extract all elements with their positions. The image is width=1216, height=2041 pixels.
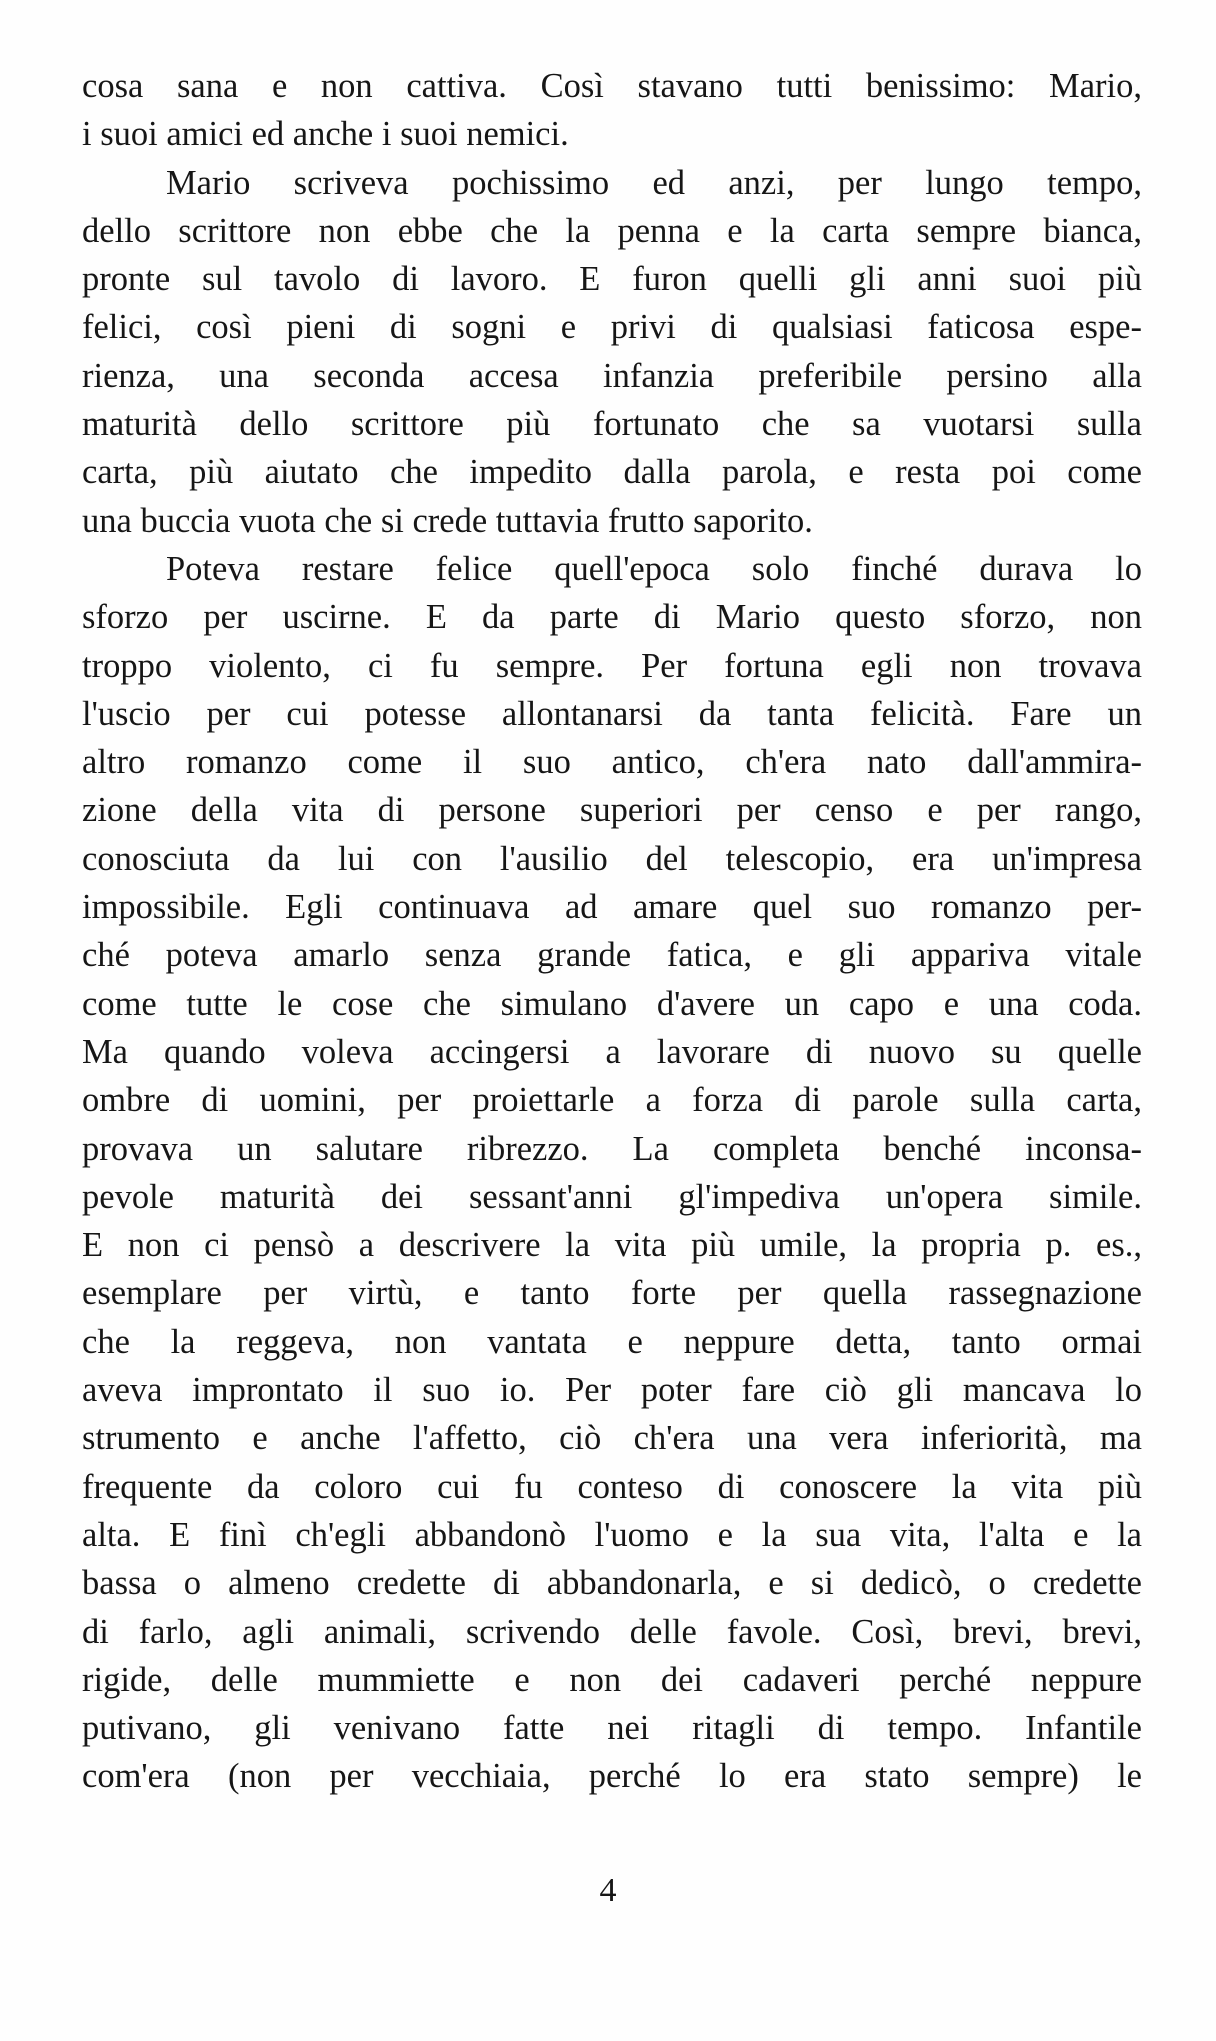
text-line: l'uscio per cui potesse allontanarsi da tanta felicità. Fare un	[82, 694, 1142, 733]
page-number: 4	[599, 1872, 617, 1909]
text-line: ombre di uomini, per proiettarle a forza di parole sulla carta,	[82, 1081, 1142, 1120]
text-line: i suoi amici ed anche i suoi nemici.	[82, 115, 569, 154]
text-line: esemplare per virtù, e tanto forte per quella rassegnazione	[82, 1274, 1142, 1313]
text-line: sforzo per uscirne. E da parte di Mario questo sforzo, non	[82, 598, 1142, 637]
text-line: che la reggeva, non vantata e neppure detta, tanto ormai	[82, 1322, 1142, 1361]
text-line: conosciuta da lui con l'ausilio del telescopio, era un'impresa	[82, 839, 1142, 878]
text-line: Mario scriveva pochissimo ed anzi, per lungo tempo,	[166, 163, 1142, 202]
body-text	[82, 62, 1142, 1801]
text-line: ché poteva amarlo senza grande fatica, e gli appariva vitale	[82, 936, 1142, 975]
text-line: com'era (non per vecchiaia, perché lo era stato sempre) le	[82, 1757, 1142, 1796]
text-line: impossibile. Egli continuava ad amare quel suo romanzo per-	[82, 888, 1142, 927]
text-line: pronte sul tavolo di lavoro. E furon quelli gli anni suoi più	[82, 260, 1142, 299]
text-line: strumento e anche l'affetto, ciò ch'era una vera inferiorità, ma	[82, 1419, 1142, 1458]
text-line: rienza, una seconda accesa infanzia preferibile persino alla	[82, 356, 1142, 395]
text-line: pevole maturità dei sessant'anni gl'impediva un'opera simile.	[82, 1177, 1142, 1216]
text-line: maturità dello scrittore più fortunato che sa vuotarsi sulla	[82, 405, 1142, 444]
text-line: altro romanzo come il suo antico, ch'era nato dall'ammira-	[82, 743, 1142, 782]
text-line: rigide, delle mummiette e non dei cadaveri perché neppure	[82, 1660, 1142, 1699]
text-line: carta, più aiutato che impedito dalla parola, e resta poi come	[82, 453, 1142, 492]
text-line: una buccia vuota che si crede tuttavia frutto saporito.	[82, 501, 813, 540]
text-line: troppo violento, ci fu sempre. Per fortuna egli non trovava	[82, 646, 1142, 685]
text-line: dello scrittore non ebbe che la penna e la carta sempre bianca,	[82, 211, 1142, 250]
text-line: felici, così pieni di sogni e privi di qualsiasi faticosa espe-	[82, 308, 1142, 347]
text-line: zione della vita di persone superiori per censo e per rango,	[82, 791, 1142, 830]
text-line: aveva improntato il suo io. Per poter fare ciò gli mancava lo	[82, 1371, 1142, 1410]
text-line: E non ci pensò a descrivere la vita più umile, la propria p. es.,	[82, 1226, 1142, 1265]
text-line: provava un salutare ribrezzo. La completa benché inconsa-	[82, 1129, 1142, 1168]
text-line: putivano, gli venivano fatte nei ritagli di tempo. Infantile	[82, 1709, 1142, 1748]
text-line: Poteva restare felice quell'epoca solo finché durava lo	[166, 549, 1142, 588]
text-line: come tutte le cose che simulano d'avere un capo e una coda.	[82, 984, 1142, 1023]
text-line: alta. E finì ch'egli abbandonò l'uomo e la sua vita, l'alta e la	[82, 1515, 1142, 1554]
text-line: bassa o almeno credette di abbandonarla, e si dedicò, o credette	[82, 1564, 1142, 1603]
text-line: frequente da coloro cui fu conteso di conoscere la vita più	[82, 1467, 1142, 1506]
text-line: cosa sana e non cattiva. Così stavano tutti benissimo: Mario,	[82, 67, 1142, 105]
text-line: Ma quando voleva accingersi a lavorare di nuovo su quelle	[82, 1032, 1142, 1071]
text-line: di farlo, agli animali, scrivendo delle favole. Così, brevi, brevi,	[82, 1612, 1142, 1651]
